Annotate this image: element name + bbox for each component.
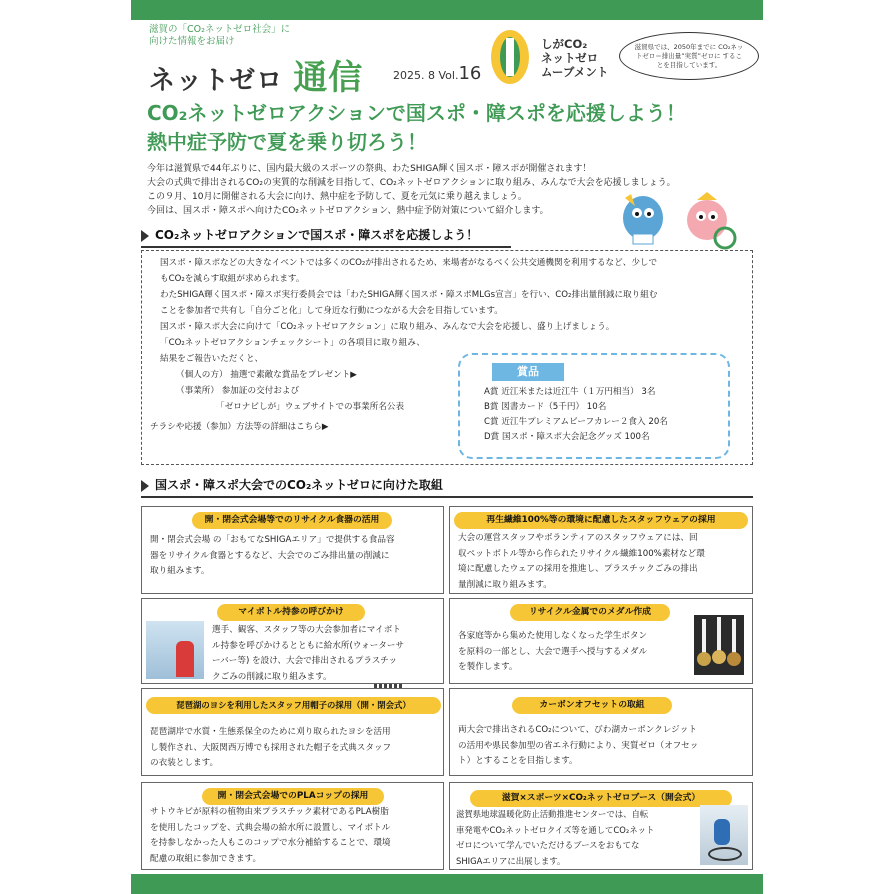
card-yoshi-hat: [141, 688, 444, 776]
card-line: 滋賀県地球温暖化防止活動推進センターでは、自転: [456, 809, 649, 819]
text-line: わたSHIGA輝く国スポ・障スポ実行委員会では「わたSHIGA輝く国スポ・障スポMLGs宣言」を行い、CO₂排出量削減に取り組む: [160, 290, 658, 300]
logo-text-line-1: しがCO₂: [541, 37, 588, 51]
main-title-line-1: CO₂ネットゼロアクションで国スポ・障スポを応援しよう！: [147, 101, 686, 125]
card-tag: 滋賀×スポーツ×CO₂ネットゼロブース（開会式）: [470, 790, 732, 807]
card-line: を使用したコップを、式典会場の給水所に設置し、マイボトル: [150, 822, 391, 833]
card-pla-cup: [141, 782, 444, 870]
text-line: （個人の方） 抽選で素敵な賞品をプレゼント▶: [176, 370, 357, 380]
card-tag: 再生繊維100%等の環境に配慮したスタッフウェアの採用: [454, 512, 748, 529]
card-line: 両大会で排出されるCO₂について、びわ湖カーボンクレジット: [458, 725, 697, 735]
intro-line: 今年は滋賀県で44年ぶりに、国内最大級のスポーツの祭典、わたSHIGA輝く国スポ・障スポが開催されます！: [147, 164, 592, 174]
vol-prefix: 2025. 8 Vol.: [393, 69, 459, 82]
bike-figure: [708, 847, 742, 861]
card-line: SHIGAエリアに出展します。: [456, 855, 566, 866]
card-line: 車発電やCO₂ネットゼロクイズ等を通してCO₂ネット: [456, 824, 655, 835]
person-figure: [176, 641, 194, 677]
section-1-heading: [141, 226, 511, 248]
prize-item: B賞 図書カード（5千円） 10名: [484, 402, 607, 412]
card-line: 器をリサイクル食器とするなど、大会でのごみ排出量の削減に: [150, 550, 390, 561]
mascot-icon: [611, 188, 741, 254]
card-line: 取り組みます。: [150, 566, 210, 576]
card-carbon-offset: [449, 688, 753, 776]
newsletter-page: [131, 0, 763, 894]
card-text: [150, 805, 391, 867]
card-tag: 開・閉会式会場でのPLAコップの採用: [202, 788, 384, 805]
top-bar: [131, 0, 763, 20]
speech-bubble: 滋賀県では、2050年までに CO₂ネットゼロ＝排出量”実質”ゼロに することを目指しています。: [619, 32, 759, 80]
card-line: 各家庭等から集めた使用しなくなった学生ボタン: [458, 631, 648, 641]
prize-box: [458, 353, 730, 459]
text-line: 結果をご報告いただくと、: [160, 354, 264, 364]
vol-number: 16: [458, 63, 482, 84]
booth-photo: [700, 805, 748, 865]
intro-line: 大会の式典で排出されるCO₂の実質的な削減を目指して、CO₂ネットゼロアクションに取り組み、みんなで大会を応援しましょう。: [147, 178, 676, 188]
arrow-icon: [141, 480, 149, 492]
intro-line: 今回は、国スポ・障スポへ向けたCO₂ネットゼロアクション、熱中症予防対策について紹介します。: [147, 206, 549, 216]
card-text: [456, 807, 654, 869]
card-line: 量削減に取り組みます。: [458, 579, 552, 590]
prize-item: D賞 国スポ・障スポ大会記念グッズ 100名: [484, 432, 650, 442]
card-text: [458, 629, 647, 676]
text-line: 国スポ・障スポなどの大きなイベントでは多くのCO₂が排出されるため、来場者がなるべく公共交通機関を利用するなど、少しで: [160, 258, 658, 268]
card-line: ゼロについて学んでいただけるブースをおもてな: [456, 840, 640, 850]
main-title-line-2: 熱中症予防で夏を乗り切ろう！: [147, 130, 427, 154]
card-line: 開・閉会式会場 の「おもてなSHIGAエリア」で提供する食品容: [150, 535, 395, 545]
details-link[interactable]: チラシや応援（参加）方法等の詳細はこちら▶: [150, 422, 329, 432]
card-line: ト）とすることを目指します。: [458, 756, 578, 766]
card-line: 選手、観客、スタッフ等の大会参加者にマイボト: [212, 625, 401, 635]
card-text: [212, 623, 404, 685]
newsletter-brand: [149, 50, 363, 99]
card-tag: リサイクル金属でのメダル作成: [510, 604, 670, 621]
card-recycle-tableware: [141, 506, 444, 594]
text-line: ことを参加者で共有し「自分ごと化」して身近な行動につながる大会を目指しています。: [160, 306, 503, 316]
brand-big: 通信: [293, 58, 364, 98]
prize-list: [484, 385, 668, 445]
card-line: を持参しなかった人もこのコップで水分補給することで、環境: [150, 838, 391, 848]
arrow-icon: [141, 230, 149, 242]
card-my-bottle: [141, 598, 444, 684]
prize-item: C賞 近江牛プレミアムビーフカレー２食入 20名: [484, 417, 668, 427]
card-medal: [449, 598, 753, 684]
prize-item: A賞 近江米または近江牛（１万円相当） 3名: [484, 387, 656, 397]
section-1-heading-text: CO₂ネットゼロアクションで国スポ・障スポを応援しよう！: [155, 228, 479, 242]
intro-line: この９月、10月に開催される大会に向け、熱中症を予防して、夏を元気に乗り越えましょう。: [147, 192, 527, 202]
intro-text: [147, 162, 676, 218]
card-text: [458, 531, 705, 593]
text-line: （事業所） 参加証の交付および: [176, 386, 300, 396]
card-staff-wear: [449, 506, 753, 594]
volume-label: [393, 63, 481, 84]
text-line: 「CO₂ネットゼロアクションチェックシート」の各項目に取り組み、: [160, 338, 425, 348]
card-line: を原料の一部とし、大会で選手へ授与するメダル: [458, 646, 648, 657]
brand-small: ネットゼロ: [149, 66, 284, 96]
card-line: 配慮の取組に参加できます。: [150, 853, 262, 864]
section-2-heading: [141, 476, 753, 498]
card-line: ーバー等) を設け、大会で排出されるプラスチッ: [212, 656, 398, 666]
card-line: 境に配慮したウェアの採用を推進し、プラスチックごみの排出: [458, 564, 698, 574]
section-1-box: [141, 250, 753, 465]
card-text: [150, 725, 391, 772]
text-line: 国スポ・障スポ大会に向けて「CO₂ネットゼロアクション」に取り組み、みんなで大会を応援し、盛り上げましょう。: [160, 322, 615, 332]
card-line: 琵琶湖岸で水質・生態系保全のために刈り取られたヨシを活用: [150, 727, 391, 737]
card-tag: マイボトル持参の呼びかけ: [217, 604, 365, 621]
card-line: の衣装とします。: [150, 758, 219, 768]
card-line: し製作され、大阪関西万博でも採用された帽子を式典スタッフ: [150, 742, 392, 753]
card-line: サトウキビが原料の植物由来プラスチック素材であるPLA樹脂: [150, 807, 389, 817]
tagline: [149, 24, 290, 48]
card-line: ル持参を呼びかけるとともに給水所(ウォーターサ: [212, 640, 405, 651]
tagline-line-1: 滋賀の「CO₂ネットゼロ社会」に: [149, 24, 291, 35]
movement-logo-icon: [489, 28, 531, 86]
card-line: の活用や県民参加型の省エネ行動により、実質ゼロ（オフセッ: [458, 740, 699, 751]
card-tag: 琵琶湖のヨシを利用したスタッフ用帽子の採用（開・閉会式）: [146, 697, 441, 714]
medal-photo-icon: [694, 615, 744, 675]
person-figure: [714, 819, 730, 845]
card-booth: [449, 782, 753, 870]
card-text: [150, 533, 395, 580]
text-line: 「ゼロナビしが」ウェブサイトでの事業所名公表: [216, 402, 405, 412]
card-text: [458, 723, 698, 770]
text-line: もCO₂を減らす取組が求められます。: [160, 274, 305, 284]
card-line: を製作します。: [458, 662, 518, 672]
card-tag: 開・閉会式会場等でのリサイクル食器の活用: [192, 512, 392, 529]
logo-text-line-3: ムーブメント: [541, 65, 609, 79]
logo-text: [541, 37, 608, 79]
bottom-bar: [131, 874, 763, 894]
card-tag: カーボンオフセットの取組: [512, 697, 672, 714]
card-line: 大会の運営スタッフやボランティアのスタッフウェアには、回: [458, 533, 698, 543]
logo-text-line-2: ネットゼロ: [541, 51, 599, 65]
prize-heading: 賞品: [492, 363, 564, 381]
water-server-photo: [146, 621, 204, 679]
tagline-line-2: 向けた情報をお届け: [149, 36, 235, 47]
card-line: クごみの削減に取り組みます。: [212, 671, 332, 682]
section-2-heading-text: 国スポ・障スポ大会でのCO₂ネットゼロに向けた取組: [155, 478, 443, 492]
card-line: 収ペットボトル等から作られたリサイクル繊維100%素材など環: [458, 548, 705, 559]
